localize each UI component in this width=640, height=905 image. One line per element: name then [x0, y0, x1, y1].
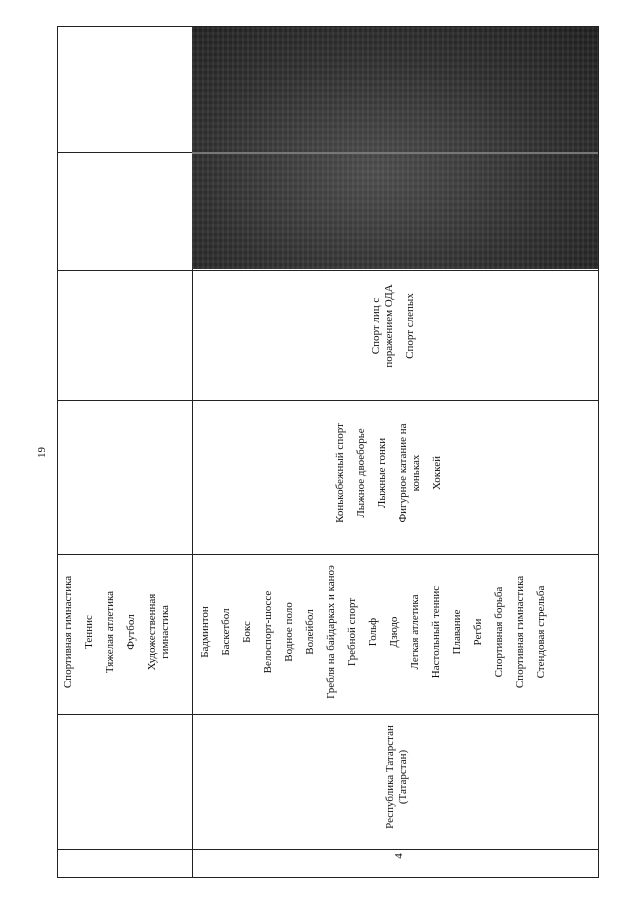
- sport-item: Водное поло: [283, 602, 295, 662]
- sport-item: Тяжелая атлетика: [104, 590, 116, 674]
- shaded-area: [192, 27, 598, 269]
- sport-item: Спортивная гимнастика: [514, 575, 526, 689]
- sport-item: Гребля на байдарках и каноэ: [325, 565, 337, 699]
- table-divider: [58, 849, 599, 850]
- sport-item: Настольный теннис: [430, 585, 442, 679]
- table-divider: [58, 400, 599, 401]
- sport-item: Велоспорт-шоссе: [262, 590, 274, 674]
- sport-item: Легкая атлетика: [409, 594, 421, 670]
- sport-item: Конькобежный спорт: [334, 423, 346, 523]
- sport-item: Лыжное двоеборье: [355, 428, 367, 518]
- sport-item: Волейбол: [304, 609, 316, 655]
- winter-sports-list: [330, 398, 448, 548]
- sport-item: Художественная гимнастика: [146, 593, 171, 671]
- sport-item: Теннис: [83, 615, 95, 649]
- sport-item: Фигурное катание на коньках: [397, 423, 422, 523]
- sport-item: Стендовая стрельба: [535, 585, 547, 679]
- sport-item: Спортивная борьба: [493, 586, 505, 678]
- table-divider: [58, 152, 192, 153]
- page-number: 19: [36, 447, 48, 458]
- sport-item: Бокс: [241, 621, 253, 643]
- sport-item: Спорт слепых: [404, 293, 416, 359]
- sports-list-main: [195, 552, 552, 712]
- table-divider: [58, 714, 599, 715]
- sport-item: Футбол: [125, 614, 137, 650]
- sport-item: Дзюдо: [388, 616, 400, 648]
- sport-item: Баскетбол: [220, 608, 232, 656]
- sport-item: Гольф: [367, 617, 379, 647]
- sport-item: Плавание: [451, 609, 463, 655]
- sport-item: Лыжные гонки: [376, 437, 388, 509]
- region-name: Республика Татарстан (Татарстан): [384, 725, 409, 829]
- shaded-divider: [192, 152, 598, 154]
- table-divider: [58, 270, 599, 271]
- sport-item: Гребной спорт: [346, 597, 358, 667]
- sport-item: Регби: [472, 618, 484, 646]
- sports-list-top: [58, 552, 176, 712]
- row-number: 4: [393, 853, 405, 859]
- sport-item: Хоккей: [431, 456, 443, 490]
- adaptive-sports-list: [366, 266, 421, 386]
- sport-item: Бадминтон: [199, 606, 211, 658]
- sport-item: Спортивная гимнастика: [62, 575, 74, 689]
- sport-item: Спорт лиц с поражением ОДА: [370, 284, 395, 368]
